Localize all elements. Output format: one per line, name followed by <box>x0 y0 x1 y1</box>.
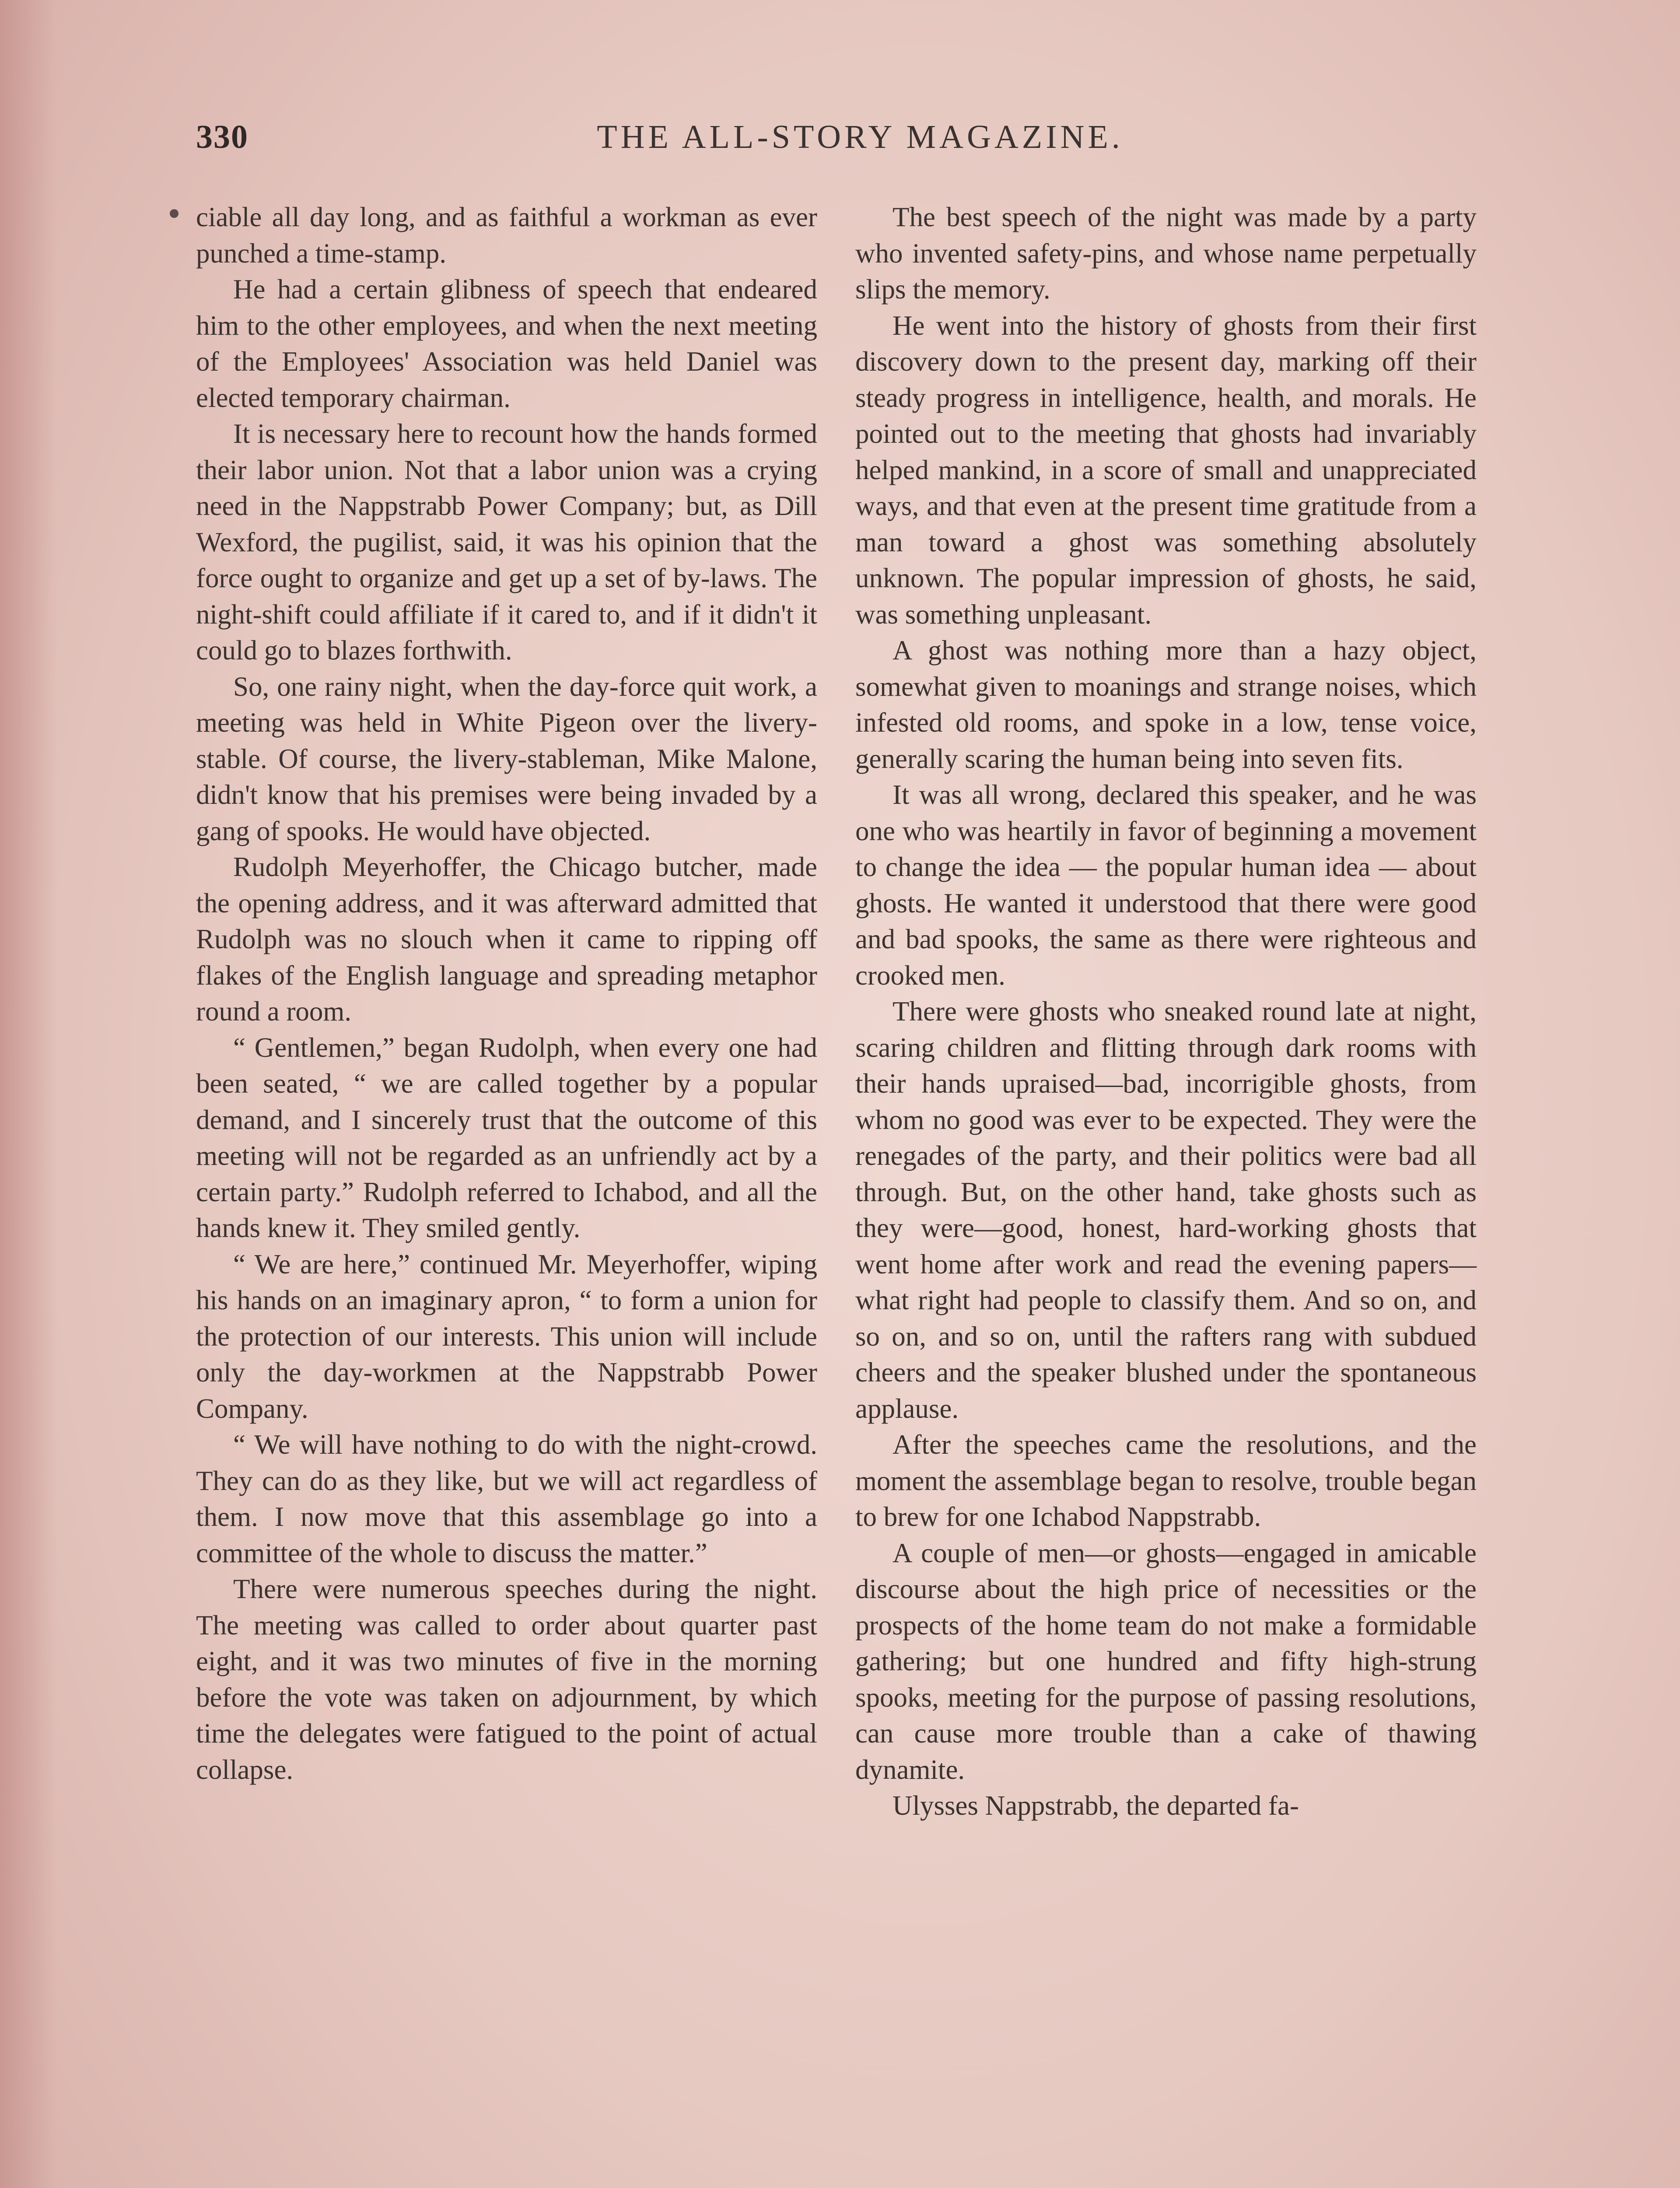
paragraph: The best speech of the night was made by a party who invented safety-pins, and whose name perpetually slips the memory. <box>855 202 1477 305</box>
paragraph: “ We will have nothing to do with the night-crowd. They can do as they like, but we will act regardless of them. I now move that this assemblage go into a committee of the whole to discuss the matter.” <box>196 1429 817 1568</box>
page-edge-shadow <box>0 0 57 2188</box>
paragraph: It is necessary here to recount how the hands formed their labor union. Not that a labor union was a crying need in the Nappstrabb Power Company; but, as Dill Wexford, the pugilist, said, it was his opinion that the force ought to organize and get up a set of by-laws. The night-shift could affiliate if it cared to, and if it didn't it could go to blazes forthwith. <box>196 418 817 666</box>
paragraph: “ Gentlemen,” began Rudolph, when every one had been seated, “ we are called together by a popular demand, and I sincerely trust that the outcome of this meeting will not be regarded as an unfriendly act by a certain party.” Rudolph referred to Ichabod, and all the hands knew it. They smiled gently. <box>196 1032 817 1243</box>
paragraph: Rudolph Meyerhoffer, the Chicago butcher, made the opening address, and it was afterward admitted that Rudolph was no slouch when it came to ripping off flakes of the English language and spreading metaphor round a room. <box>196 852 817 1027</box>
paragraph: He had a certain glibness of speech that endeared him to the other employees, and when the next meeting of the Employees' Association was held Daniel was elected temporary chairman. <box>196 274 817 413</box>
paragraph: After the speeches came the resolutions, and the moment the assemblage began to resolve, trouble began to brew for one Ichabod Nappstrabb. <box>855 1429 1477 1532</box>
running-title: THE ALL-STORY MAGAZINE. <box>597 119 1124 155</box>
paragraph: There were ghosts who sneaked round late at night, scaring children and flitting through dark rooms with their hands upraised—bad, incorrigible ghosts, from whom no good was ever to be expected. They were the renegades of the party, and their politics were bad all through. But, on the other hand, take ghosts such as they were—good, honest, hard-working ghosts that went home after work and read the evening papers—what right had people to classify them. And so on, and so on, and so on, until the rafters rang with subdued cheers and the speaker blushed under the spontaneous applause. <box>855 996 1477 1424</box>
left-column <box>196 199 817 1788</box>
paragraph: It was all wrong, declared this speaker, and he was one who was heartily in favor of beginning a movement to change the idea — the popular human idea — about ghosts. He wanted it understood that there were good and bad spooks, the same as there were righteous and crooked men. <box>855 779 1477 991</box>
page-number: 330 <box>196 119 248 155</box>
paragraph: So, one rainy night, when the day-force quit work, a meeting was held in White Pigeon over the livery-stable. Of course, the livery-stableman, Mike Malone, didn't know that his premises were being invaded by a gang of spooks. He would have objected. <box>196 671 817 846</box>
right-column <box>855 199 1477 1824</box>
margin-mark <box>170 209 178 218</box>
paragraph: ciable all day long, and as faithful a workman as ever punched a time-stamp. <box>196 202 817 269</box>
page-header <box>196 118 1524 166</box>
paragraph: A couple of men—or ghosts—engaged in amicable discourse about the high price of necessities or the prospects of the home team do not make a formidable gathering; but one hundred and fifty high-strung spooks, meeting for the purpose of passing resolutions, can cause more trouble than a cake of thawing dynamite. <box>855 1537 1477 1785</box>
paragraph: He went into the history of ghosts from their first discovery down to the present day, marking off their steady progress in intelligence, health, and morals. He pointed out to the meeting that ghosts had invariably helped mankind, in a score of small and unappreciated ways, and that even at the present time gratitude from a man toward a ghost was something absolutely unknown. The popular impression of ghosts, he said, was something unpleasant. <box>855 310 1477 630</box>
paragraph: A ghost was nothing more than a hazy object, somewhat given to moanings and strange noises, which infested old rooms, and spoke in a low, tense voice, generally scaring the human being into seven fits. <box>855 635 1477 774</box>
paragraph: Ulysses Nappstrabb, the departed fa- <box>892 1790 1299 1821</box>
paragraph: There were numerous speeches during the night. The meeting was called to order about quarter past eight, and it was two minutes of five in the morning before the vote was taken on adjournment, by which time the delegates were fatigued to the point of actual collapse. <box>196 1574 817 1785</box>
paragraph: “ We are here,” continued Mr. Meyerhoffer, wiping his hands on an imaginary apron, “ to form a union for the protection of our interests. This union will include only the day-workmen at the Nappstrabb Power Company. <box>196 1248 817 1424</box>
